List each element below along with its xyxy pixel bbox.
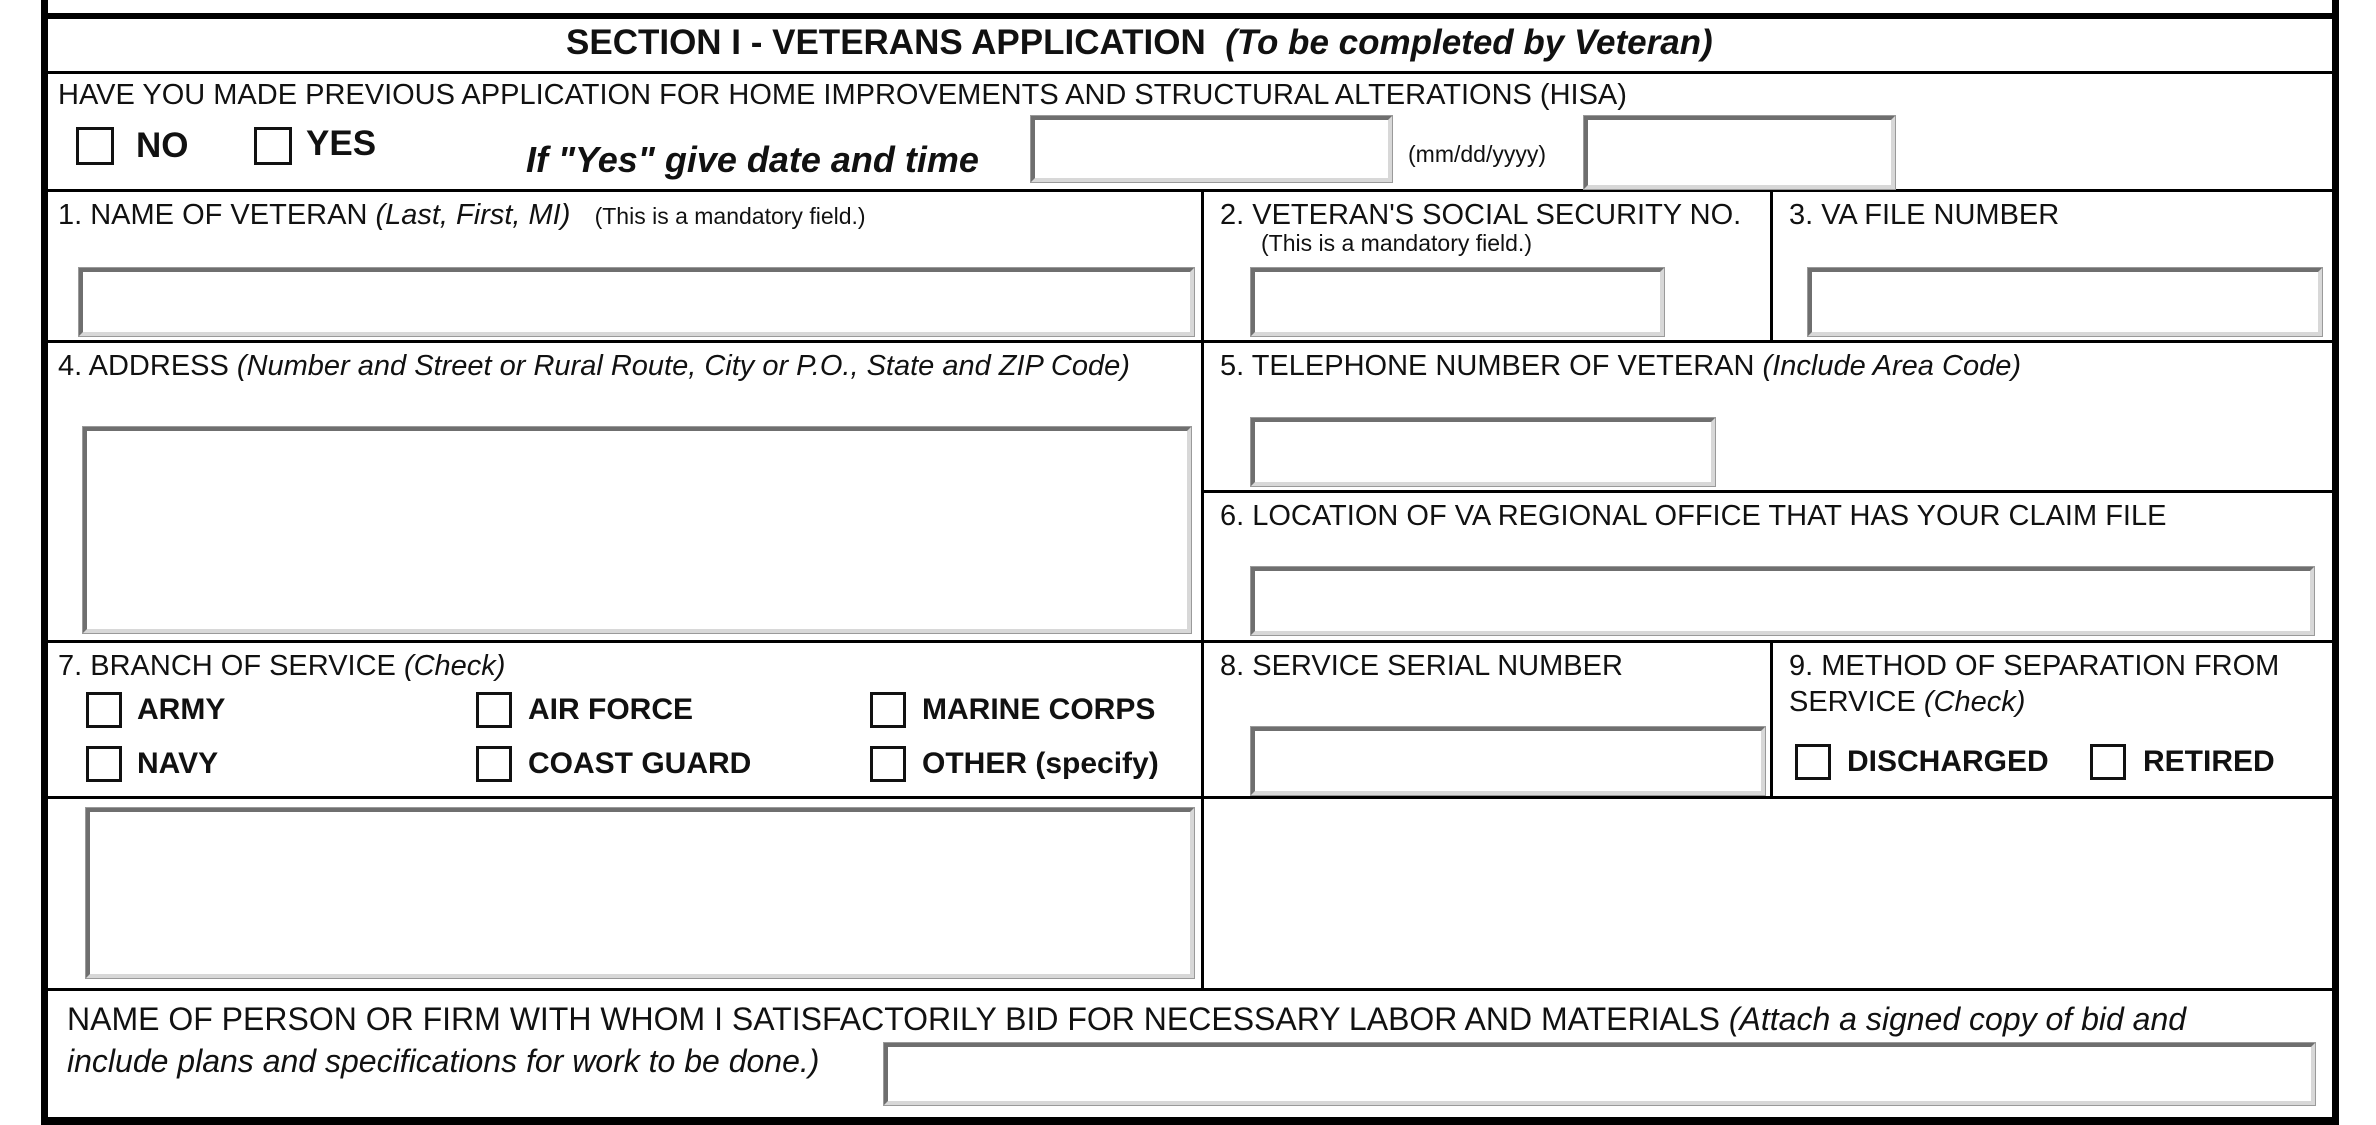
separation-label: 9. METHOD OF SEPARATION FROM <box>1789 650 2280 682</box>
hisa-yes-checkbox[interactable] <box>254 127 292 165</box>
va-file-label: 3. VA FILE NUMBER <box>1789 199 2060 231</box>
hisa-yes-label: YES <box>306 124 377 163</box>
rule-row5 <box>1202 490 2339 493</box>
serial-number-label: 8. SERVICE SERIAL NUMBER <box>1220 650 1623 682</box>
separation-label-line2: SERVICE (Check) <box>1789 686 2026 718</box>
address-input[interactable] <box>83 427 1191 633</box>
ssn-label: 2. VETERAN'S SOCIAL SECURITY NO. <box>1220 199 1742 231</box>
branch-navy-checkbox[interactable] <box>86 746 122 782</box>
hisa-question: HAVE YOU MADE PREVIOUS APPLICATION FOR HOME IMPROVEMENTS AND STRUCTURAL ALTERATIONS (HISA) <box>58 79 1627 111</box>
rule-row3 <box>41 796 2339 799</box>
rule-row1 <box>41 340 2339 343</box>
separation-retired-label: RETIRED <box>2143 745 2275 778</box>
va-file-input[interactable] <box>1808 268 2322 336</box>
bid-firm-input[interactable] <box>884 1043 2315 1105</box>
col-divider-ssn <box>1770 189 1773 341</box>
ssn-input[interactable] <box>1251 268 1664 336</box>
section-title: SECTION I - VETERANS APPLICATION (To be completed by Veteran) <box>566 23 1713 62</box>
branch-air-force-label: AIR FORCE <box>528 693 693 726</box>
other-branch-specify-input[interactable] <box>86 808 1194 978</box>
branch-army-label: ARMY <box>137 693 226 726</box>
hisa-time-input[interactable] <box>1584 116 1895 189</box>
col-divider-main <box>1201 189 1204 989</box>
separation-retired-checkbox[interactable] <box>2090 744 2126 780</box>
serial-number-input[interactable] <box>1251 727 1765 795</box>
hisa-date-input[interactable] <box>1031 116 1392 182</box>
hisa-no-label: NO <box>136 126 189 165</box>
hisa-if-yes-label: If "Yes" give date and time <box>526 139 979 180</box>
branch-navy-label: NAVY <box>137 747 219 780</box>
branch-air-force-checkbox[interactable] <box>476 692 512 728</box>
veteran-name-input[interactable] <box>79 268 1194 336</box>
rule-row2 <box>41 640 2339 643</box>
phone-label: 5. TELEPHONE NUMBER OF VETERAN (Include Area Code) <box>1220 350 2021 382</box>
branch-marine-corps-label: MARINE CORPS <box>922 693 1156 726</box>
rule-bottom <box>41 1117 2339 1125</box>
rule-top <box>41 13 2339 19</box>
address-label: 4. ADDRESS (Number and Street or Rural Route, City or P.O., State and ZIP Code) <box>58 350 1130 382</box>
hisa-date-format: (mm/dd/yyyy) <box>1408 141 1546 167</box>
branch-marine-corps-checkbox[interactable] <box>870 692 906 728</box>
bid-hint-line2: include plans and specifications for work to be done.) <box>67 1043 820 1079</box>
ssn-mandatory-note: (This is a mandatory field.) <box>1261 230 1532 256</box>
regional-office-input[interactable] <box>1251 567 2314 635</box>
rule-row4 <box>41 988 2339 991</box>
col-divider-serial <box>1770 640 1773 797</box>
branch-other-label: OTHER (specify) <box>922 747 1159 780</box>
bid-label: NAME OF PERSON OR FIRM WITH WHOM I SATISFACTORILY BID FOR NECESSARY LABOR AND MATERIALS (Attach a signed copy of bid and <box>67 1001 2187 1037</box>
phone-input[interactable] <box>1251 418 1715 486</box>
branch-coast-guard-label: COAST GUARD <box>528 747 752 780</box>
branch-label: 7. BRANCH OF SERVICE (Check) <box>58 650 506 682</box>
hisa-no-checkbox[interactable] <box>76 127 114 165</box>
rule-hisa <box>41 189 2339 192</box>
separation-discharged-checkbox[interactable] <box>1795 744 1831 780</box>
branch-other-checkbox[interactable] <box>870 746 906 782</box>
separation-discharged-label: DISCHARGED <box>1847 745 2049 778</box>
branch-army-checkbox[interactable] <box>86 692 122 728</box>
regional-office-label: 6. LOCATION OF VA REGIONAL OFFICE THAT HAS YOUR CLAIM FILE <box>1220 500 2167 532</box>
branch-coast-guard-checkbox[interactable] <box>476 746 512 782</box>
rule-title <box>41 71 2339 74</box>
veteran-name-label: 1. NAME OF VETERAN (Last, First, MI) (This is a mandatory field.) <box>58 199 866 231</box>
